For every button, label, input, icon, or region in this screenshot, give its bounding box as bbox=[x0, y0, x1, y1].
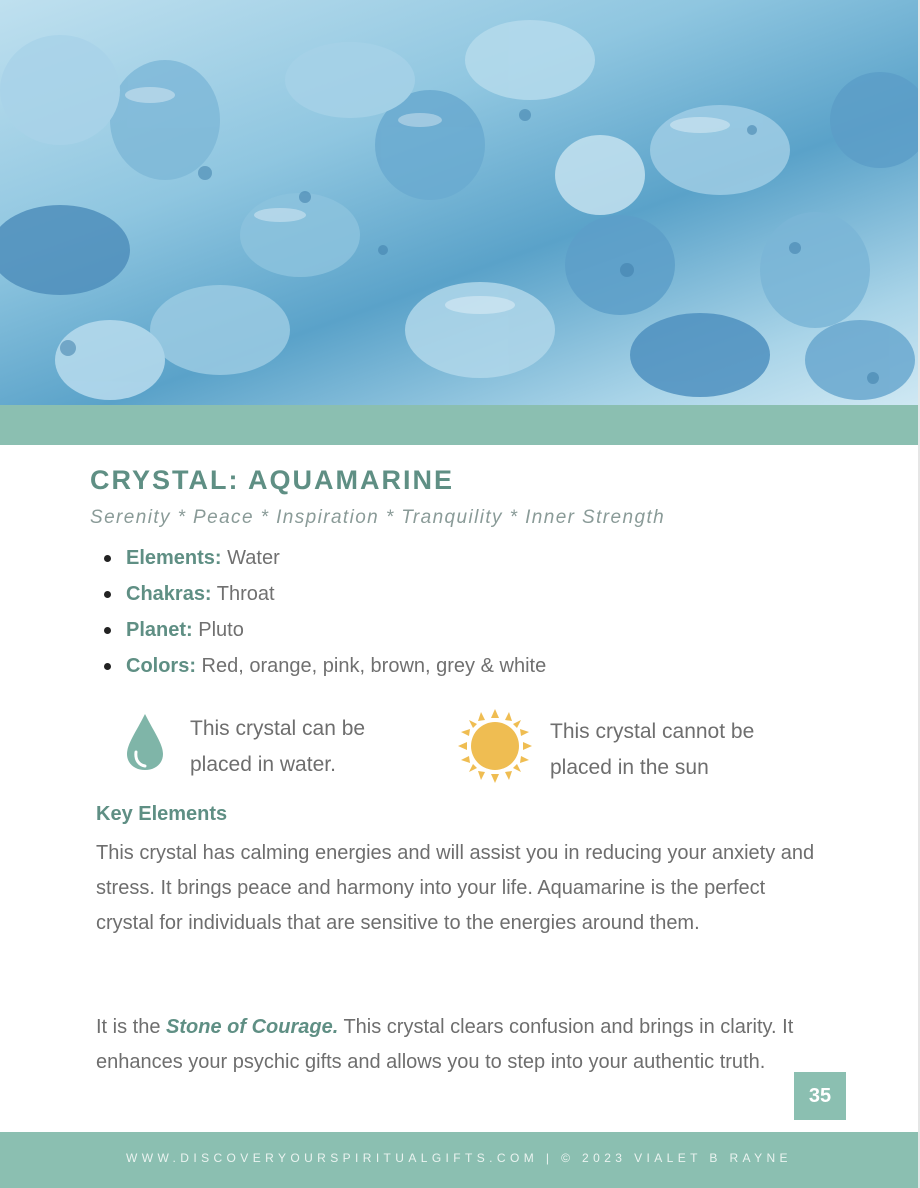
bullet-icon bbox=[104, 555, 111, 562]
bullet-icon bbox=[104, 663, 111, 670]
water-placement-note: This crystal can be placed in water. bbox=[190, 717, 366, 776]
attribute-key: Planet: bbox=[126, 619, 193, 641]
attribute-value: Red, orange, pink, brown, grey & white bbox=[196, 655, 547, 677]
key-elements-heading: Key Elements bbox=[96, 803, 228, 825]
water-drop-icon bbox=[124, 712, 166, 772]
attribute-chakras bbox=[104, 576, 546, 612]
page-title: CRYSTAL: AQUAMARINE bbox=[90, 465, 454, 495]
attribute-value: Pluto bbox=[192, 619, 244, 641]
header-band bbox=[0, 405, 918, 445]
attribute-list bbox=[104, 540, 546, 684]
key-elements-paragraph-2 bbox=[96, 1010, 816, 1080]
sun-placement-note: This crystal cannot be placed in the sun bbox=[550, 720, 755, 779]
hero-image bbox=[0, 0, 918, 405]
attribute-value: Throat bbox=[211, 583, 275, 605]
page-number: 35 bbox=[794, 1072, 846, 1120]
attribute-elements bbox=[104, 540, 546, 576]
sun-icon bbox=[458, 709, 532, 783]
attribute-key: Elements: bbox=[126, 547, 222, 569]
attribute-key: Colors: bbox=[126, 655, 196, 677]
bullet-icon bbox=[104, 627, 111, 634]
attribute-colors bbox=[104, 648, 546, 684]
crystal-chips-illustration bbox=[0, 0, 918, 405]
footer: WWW.DISCOVERYOURSPIRITUALGIFTS.COM | © 2023 VIALET B RAYNE bbox=[0, 1132, 918, 1188]
bullet-icon bbox=[104, 591, 111, 598]
page-subtitle: Serenity * Peace * Inspiration * Tranquility * Inner Strength bbox=[90, 507, 666, 528]
attribute-value: Water bbox=[221, 547, 280, 569]
attribute-planet bbox=[104, 612, 546, 648]
paragraph-2-prefix: It is the bbox=[96, 1016, 167, 1038]
stone-of-courage-emphasis: Stone of Courage. bbox=[166, 1016, 339, 1038]
attribute-key: Chakras: bbox=[126, 583, 212, 605]
key-elements-paragraph-1: This crystal has calming energies and will assist you in reducing your anxiety and stress. It brings peace and harmony into your life. Aquamarine is the perfect crystal for individuals that are sensitive to the energies around them. bbox=[96, 842, 815, 934]
paragraph-2-suffix: This crystal clears confusion and brings in clarity. It enhances your psychic gifts and allows you to step into your authentic truth. bbox=[96, 1016, 794, 1073]
